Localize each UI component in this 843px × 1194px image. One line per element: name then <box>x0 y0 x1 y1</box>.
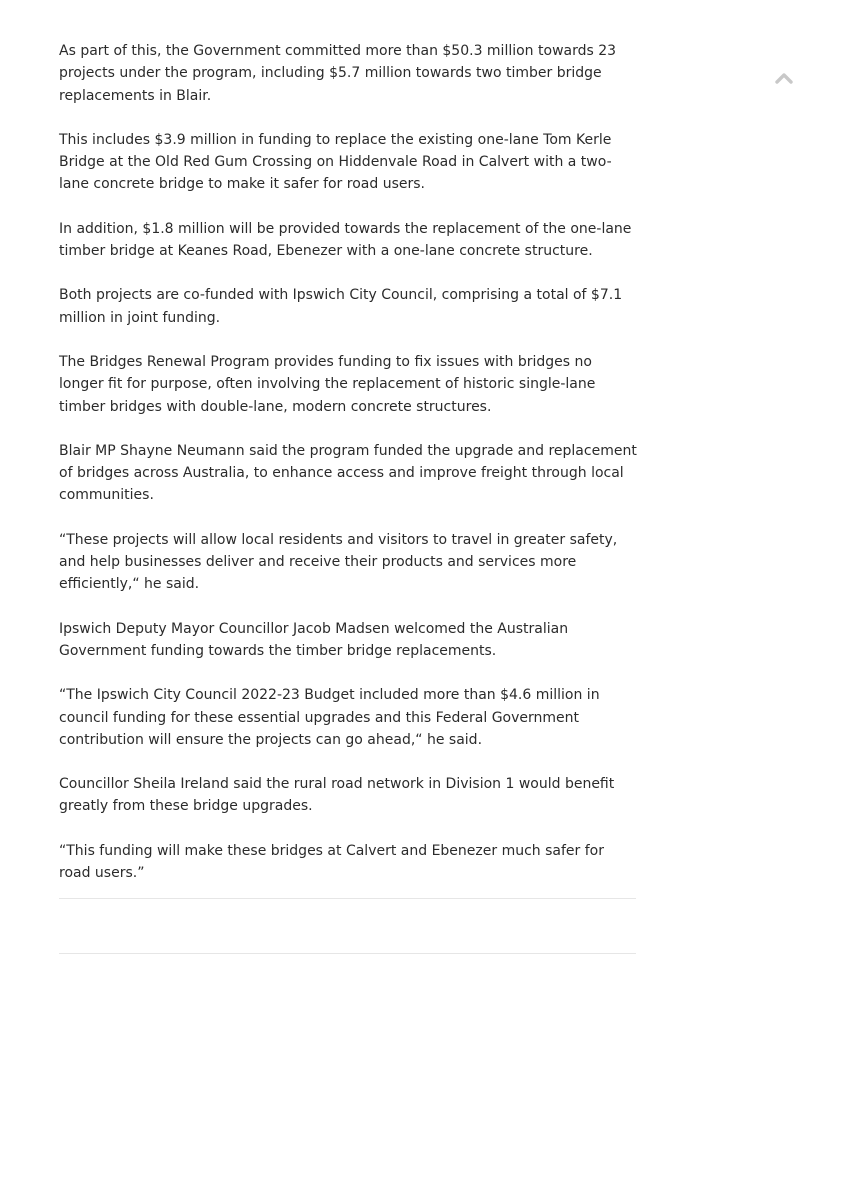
article-paragraph-8: Ipswich Deputy Mayor Councillor Jacob Madsen welcomed the Australian Government funding towards the timber bridge replacements. <box>59 620 569 659</box>
article-paragraph-3: In addition, $1.8 million will be provided towards the replacement of the one-lane timber bridge at Keanes Road, Ebenezer with a one-lane concrete structure. <box>59 220 632 260</box>
article-paragraph-10: Councillor Sheila Ireland said the rural road network in Division 1 would benefit greatly from these bridge upgrades. <box>59 776 615 815</box>
article-paragraph-4: Both projects are co-funded with Ipswich City Council, comprising a total of $7.1 million in joint funding. <box>59 287 623 326</box>
article-paragraph-9: “The Ipswich City Council 2022-23 Budget included more than $4.6 million in council funding for these essential upgrades and this Federal Government contribution will ensure the projects can go ahead,“ he said. <box>59 687 600 748</box>
article-paragraph-1: As part of this, the Government committed more than $50.3 million towards 23 projects under the program, including $5.7 million towards two timber bridge replacements in Blair. <box>59 43 617 104</box>
article-paragraph-11: “This funding will make these bridges at Calvert and Ebenezer much safer for road users.” <box>59 842 604 882</box>
chevron-up-icon <box>775 72 793 84</box>
scroll-to-top-button[interactable] <box>770 66 798 90</box>
article-paragraph-2: This includes $3.9 million in funding to replace the existing one-lane Tom Kerle Bridge at the Old Red Gum Crossing on Hiddenvale Road in Calvert with a two-lane concrete bridge to make it safer for road users. <box>59 131 612 193</box>
article-body <box>59 40 639 906</box>
article-paragraph-7: “These projects will allow local residents and visitors to travel in greater safety, and help businesses deliver and receive their products and services more efficiently,“ he said. <box>59 531 618 593</box>
section-divider <box>59 953 636 954</box>
article-paragraph-5: The Bridges Renewal Program provides funding to fix issues with bridges no longer fit for purpose, often involving the replacement of historic single-lane timber bridges with double-lane, modern concrete structures. <box>59 353 596 415</box>
article-paragraph-6: Blair MP Shayne Neumann said the program funded the upgrade and replacement of bridges across Australia, to enhance access and improve freight through local communities. <box>59 442 637 504</box>
section-divider <box>59 898 636 899</box>
